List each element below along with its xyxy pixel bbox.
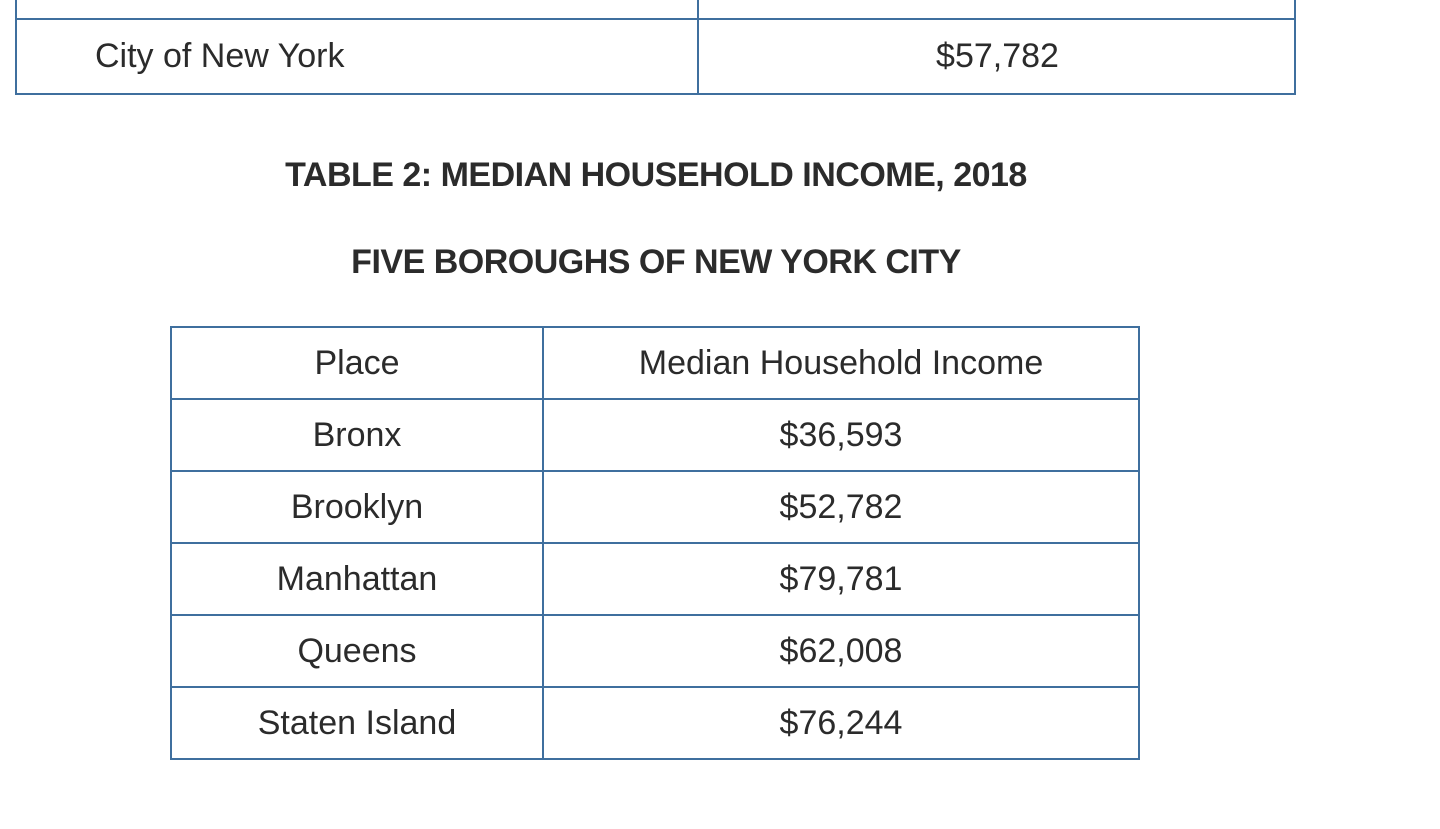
table-header-row [171, 327, 1139, 399]
cell-place: Staten Island [171, 687, 543, 759]
cell-income: $76,244 [543, 687, 1139, 759]
column-header-place: Place [171, 327, 543, 399]
table-1-cell-value: $57,782 [936, 37, 1059, 75]
table-1-cropped-row [15, 0, 1296, 20]
table-1 [15, 0, 1296, 95]
cell-income: $52,782 [543, 471, 1139, 543]
cell-income: $79,781 [543, 543, 1139, 615]
table-1-cell-place: City of New York [95, 37, 345, 75]
table-row [171, 615, 1139, 687]
cell-place: Manhattan [171, 543, 543, 615]
table-row [171, 399, 1139, 471]
table-row [171, 471, 1139, 543]
cell-income: $36,593 [543, 399, 1139, 471]
cell-place: Brooklyn [171, 471, 543, 543]
table-2-subtitle: FIVE BOROUGHS OF NEW YORK CITY [351, 243, 961, 281]
table-2-title: TABLE 2: MEDIAN HOUSEHOLD INCOME, 2018 [285, 156, 1027, 194]
table-row [171, 543, 1139, 615]
cell-income: $62,008 [543, 615, 1139, 687]
column-header-income: Median Household Income [543, 327, 1139, 399]
cell-place: Bronx [171, 399, 543, 471]
table-row [171, 687, 1139, 759]
cell-place: Queens [171, 615, 543, 687]
table-2 [170, 326, 1140, 760]
